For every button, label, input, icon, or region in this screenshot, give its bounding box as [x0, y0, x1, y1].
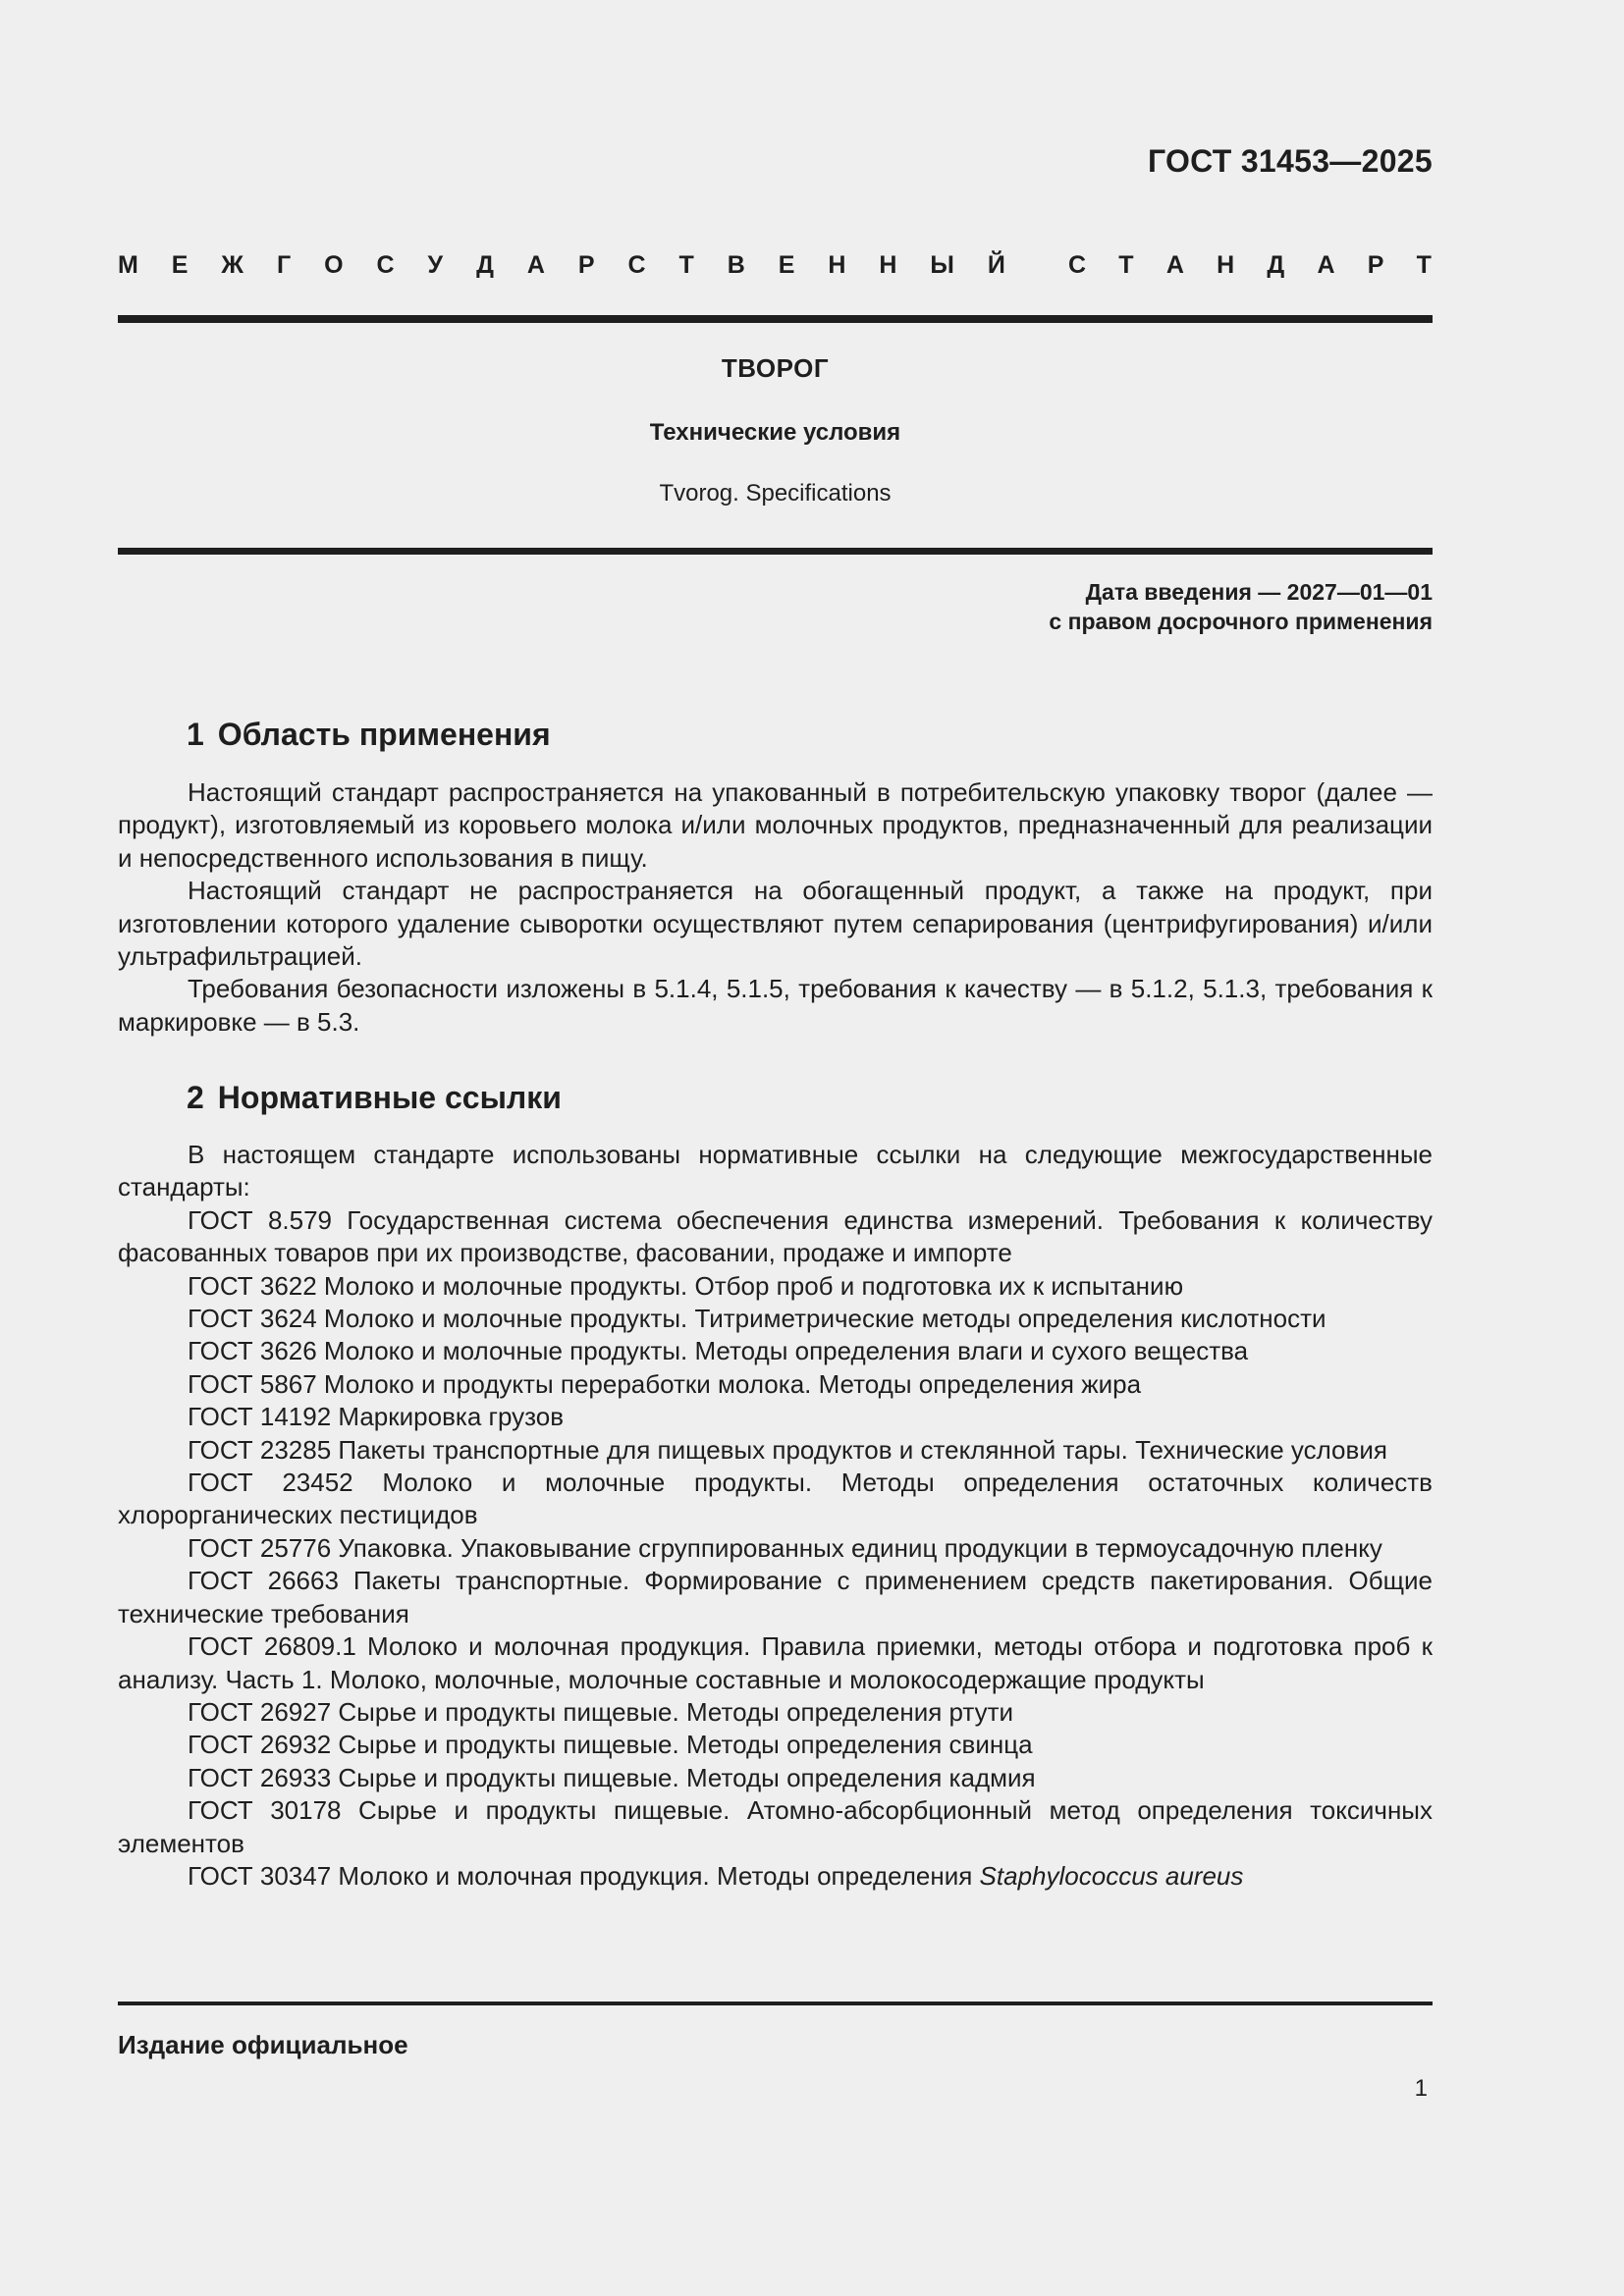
header-divider	[118, 315, 1433, 323]
reference-item: ГОСТ 3624 Молоко и молочные продукты. Титриметрические методы определения кислотности	[188, 1304, 1326, 1334]
section-scope-body	[118, 776, 1433, 1039]
reference-item: ГОСТ 25776 Упаковка. Упаковывание сгруппированных единиц продукции в термоусадочную пленку	[188, 1532, 1382, 1563]
paragraph: Настоящий стандарт не распространяется на обогащенный продукт, а также на продукт, при изготовлении которого удаление сыворотки осуществляют путем сепарирования (центрифугирования) и/или ультрафильтрацией.	[118, 876, 1433, 972]
section-heading-scope	[187, 717, 551, 753]
interstate-word: М Е Ж Г О С У Д А Р С Т В Е Н Н Ы Й	[118, 251, 1005, 279]
italic-organism-name: Staphylococcus aureus	[979, 1860, 1244, 1891]
reference-item: ГОСТ 30178 Сырье и продукты пищевые. Атомно-абсорбционный метод определения токсичных элементов	[118, 1795, 1433, 1858]
standard-word: С Т А Н Д А Р Т	[1068, 251, 1432, 279]
reference-item: ГОСТ 26932 Сырье и продукты пищевые. Методы определения свинца	[188, 1730, 1033, 1760]
section-title: Нормативные ссылки	[217, 1080, 562, 1115]
section-heading-references	[187, 1080, 562, 1116]
paragraph: В настоящем стандарте использованы нормативные ссылки на следующие межгосударственные стандарты:	[118, 1140, 1433, 1202]
paragraph: Требования безопасности изложены в 5.1.4, 5.1.5, требования к качеству — в 5.1.2, 5.1.3, требования к маркировке — в 5.3.	[118, 974, 1433, 1037]
early-application-note: с правом досрочного применения	[1049, 609, 1433, 634]
title-divider	[118, 548, 1433, 555]
introduction-date	[1049, 577, 1433, 636]
reference-item: ГОСТ 14192 Маркировка грузов	[188, 1402, 565, 1432]
reference-item: ГОСТ 5867 Молоко и продукты переработки молока. Методы определения жира	[188, 1368, 1142, 1399]
reference-item: ГОСТ 30347 Молоко и молочная продукция. Методы определения Staphylococcus aureus	[188, 1860, 1244, 1891]
reference-item: ГОСТ 3626 Молоко и молочные продукты. Методы определения влаги и сухого вещества	[188, 1336, 1249, 1366]
reference-item: ГОСТ 26663 Пакеты транспортные. Формирование с применением средств пакетирования. Общие технические требования	[118, 1566, 1433, 1629]
english-title: Tvorog. Specifications	[659, 480, 892, 507]
reference-item: ГОСТ 23285 Пакеты транспортные для пищевых продуктов и стеклянной тары. Технические условия	[188, 1434, 1387, 1465]
section-title: Область применения	[217, 717, 551, 752]
reference-item: ГОСТ 26809.1 Молоко и молочная продукция. Правила приемки, методы отбора и подготовка проб к анализу. Часть 1. Молоко, молочные, молочные составные и молокосодержащие продукты	[118, 1631, 1433, 1694]
official-edition-label: Издание официальное	[118, 2030, 408, 2059]
reference-item: ГОСТ 26933 Сырье и продукты пищевые. Методы определения кадмия	[188, 1762, 1036, 1792]
document-title: ТВОРОГ	[721, 353, 830, 383]
section-number: 2	[187, 1080, 204, 1115]
footer-divider	[118, 2002, 1433, 2005]
standard-number: ГОСТ 31453—2025	[1147, 143, 1433, 179]
reference-item: ГОСТ 8.579 Государственная система обеспечения единства измерений. Требования к количеству фасованных товаров при их производстве, фасовании, продаже и импорте	[118, 1204, 1433, 1268]
introduction-date-line: Дата введения — 2027—01—01	[1085, 579, 1433, 605]
reference-item: ГОСТ 23452 Молоко и молочные продукты. Методы определения остаточных количеств хлорорганических пестицидов	[118, 1468, 1433, 1530]
document-subtitle: Технические условия	[649, 419, 901, 446]
reference-item: ГОСТ 26927 Сырье и продукты пищевые. Методы определения ртути	[188, 1696, 1014, 1727]
page-number: 1	[1414, 2075, 1428, 2102]
paragraph: Настоящий стандарт распространяется на упакованный в потребительскую упаковку творог (далее — продукт), изготовляемый из коровьего молока и/или молочных продуктов, предназначенный для реализации и непосредственного использования в пищу.	[118, 777, 1433, 873]
section-references-body	[118, 1139, 1433, 1893]
reference-item: ГОСТ 3622 Молоко и молочные продукты. Отбор проб и подготовка их к испытанию	[188, 1270, 1184, 1301]
interstate-standard-heading	[118, 251, 1432, 280]
section-number: 1	[187, 717, 204, 752]
